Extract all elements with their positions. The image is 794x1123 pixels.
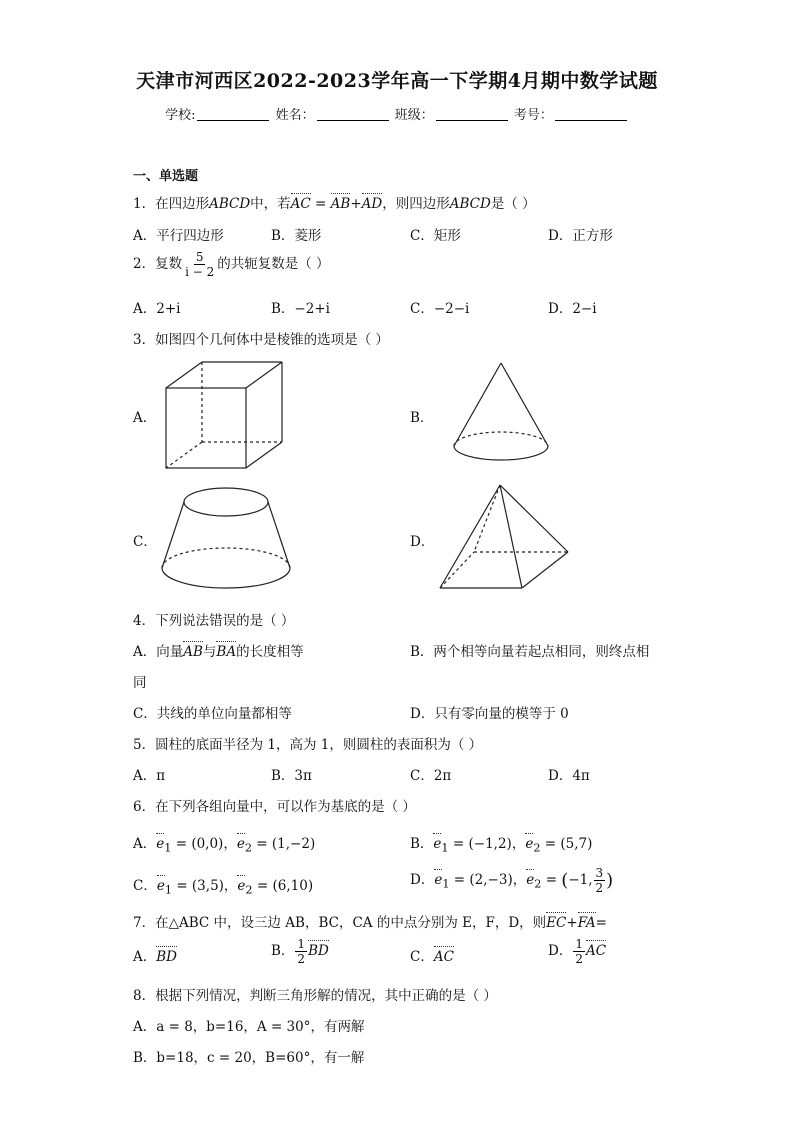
section-heading: 一、单选题 bbox=[133, 169, 199, 184]
school-blank[interactable] bbox=[197, 108, 269, 121]
student-info-line bbox=[0, 104, 794, 123]
q5-option-a[interactable]: A．π bbox=[133, 768, 166, 784]
q7-option-c[interactable]: C．AC bbox=[410, 945, 454, 965]
q5-option-c[interactable]: C．2π bbox=[410, 768, 452, 784]
class-label: 班级： bbox=[394, 108, 434, 123]
q2-option-a[interactable]: A．2+i bbox=[133, 301, 181, 317]
q3-option-b[interactable]: B． bbox=[410, 410, 434, 426]
q6-option-d[interactable]: D．$e_1 = (2,-3)$，$e_2 = (-1$, $\frac{3}{2}$ ) bbox=[410, 866, 614, 895]
cone-figure bbox=[448, 360, 554, 464]
q7-option-b[interactable]: B． $\frac{1}{2}$ BD bbox=[271, 937, 329, 966]
question-6: 6．在下列各组向量中，可以作为基底的是（ ） bbox=[133, 799, 416, 815]
q1-option-c[interactable]: C．矩形 bbox=[410, 228, 461, 244]
q2-option-d[interactable]: D．2−i bbox=[548, 301, 597, 317]
question-4: 4．下列说法错误的是（ ） bbox=[133, 613, 295, 629]
question-3: 3．如图四个几何体中是棱锥的选项是（ ） bbox=[133, 332, 389, 348]
q5-option-b[interactable]: B．3π bbox=[271, 768, 312, 784]
q1-option-b[interactable]: B．菱形 bbox=[271, 228, 322, 244]
q3-option-a[interactable]: A． bbox=[133, 410, 157, 426]
school-label: 学校: bbox=[165, 108, 196, 123]
cube-figure bbox=[160, 358, 290, 473]
q6-option-a[interactable]: A．$e_1 = (0,0)$，$e_2 = (1,-2)$ bbox=[133, 832, 315, 855]
pyramid-figure bbox=[436, 482, 576, 594]
q4-option-b-wrap: 同 bbox=[133, 675, 147, 691]
q4-option-b[interactable]: B．两个相等向量若起点相同，则终点相 bbox=[410, 644, 650, 660]
number-blank[interactable] bbox=[555, 108, 627, 121]
q4-option-d[interactable]: D．只有零向量的模等于 0 bbox=[410, 706, 569, 722]
number-label: 考号： bbox=[513, 108, 553, 123]
q1-option-a[interactable]: A．平行四边形 bbox=[133, 228, 224, 244]
q3-option-c[interactable]: C． bbox=[133, 534, 157, 550]
q6-option-c[interactable]: C．$e_1 = (3,5)$，$e_2 = (6,10)$ bbox=[133, 874, 313, 897]
name-blank[interactable] bbox=[317, 108, 389, 121]
q7-option-d[interactable]: D． $\frac{1}{2}$ AC bbox=[548, 937, 607, 966]
question-5: 5．圆柱的底面半径为 1，高为 1，则圆柱的表面积为（ ） bbox=[133, 737, 483, 753]
q7-option-a[interactable]: A．BD bbox=[133, 945, 177, 965]
q4-option-a[interactable]: A．向量AB与BA的长度相等 bbox=[133, 640, 304, 660]
q3-option-d[interactable]: D． bbox=[410, 534, 435, 550]
question-8: 8．根据下列情况，判断三角形解的情况，其中正确的是（ ） bbox=[133, 988, 497, 1004]
q4-option-c[interactable]: C．共线的单位向量都相等 bbox=[133, 706, 292, 722]
q5-option-d[interactable]: D．4π bbox=[548, 768, 590, 784]
question-1: 1．在四边形ABCD中，若AC = AB+AD，则四边形ABCD是（ ） bbox=[133, 192, 536, 212]
q8-option-a[interactable]: A．a = 8，b=16，A = 30°，有两解 bbox=[133, 1019, 365, 1035]
page-title: 天津市河西区2022-2023学年高一下学期4月期中数学试题 bbox=[136, 70, 658, 92]
question-2: 2．复数 $\frac{5}{i - 2}$ 的共轭复数是（ ） bbox=[133, 250, 330, 279]
name-label: 姓名： bbox=[275, 108, 315, 123]
frustum-figure bbox=[158, 484, 294, 596]
class-blank[interactable] bbox=[436, 108, 508, 121]
q2-option-c[interactable]: C．−2−i bbox=[410, 301, 470, 317]
q8-option-b[interactable]: B．b=18，c = 20，B=60°，有一解 bbox=[133, 1050, 365, 1066]
q2-option-b[interactable]: B．−2+i bbox=[271, 301, 330, 317]
q1-option-d[interactable]: D．正方形 bbox=[548, 228, 613, 244]
q2-fraction: $\frac{5}{i - 2}$ bbox=[185, 250, 215, 279]
q6-option-b[interactable]: B．$e_1 = (-1,2)$，$e_2 = (5,7)$ bbox=[410, 832, 592, 855]
question-7: 7．在△ABC 中，设三边 AB，BC，CA 的中点分别为 E，F，D，则EC+FA= bbox=[133, 911, 607, 931]
